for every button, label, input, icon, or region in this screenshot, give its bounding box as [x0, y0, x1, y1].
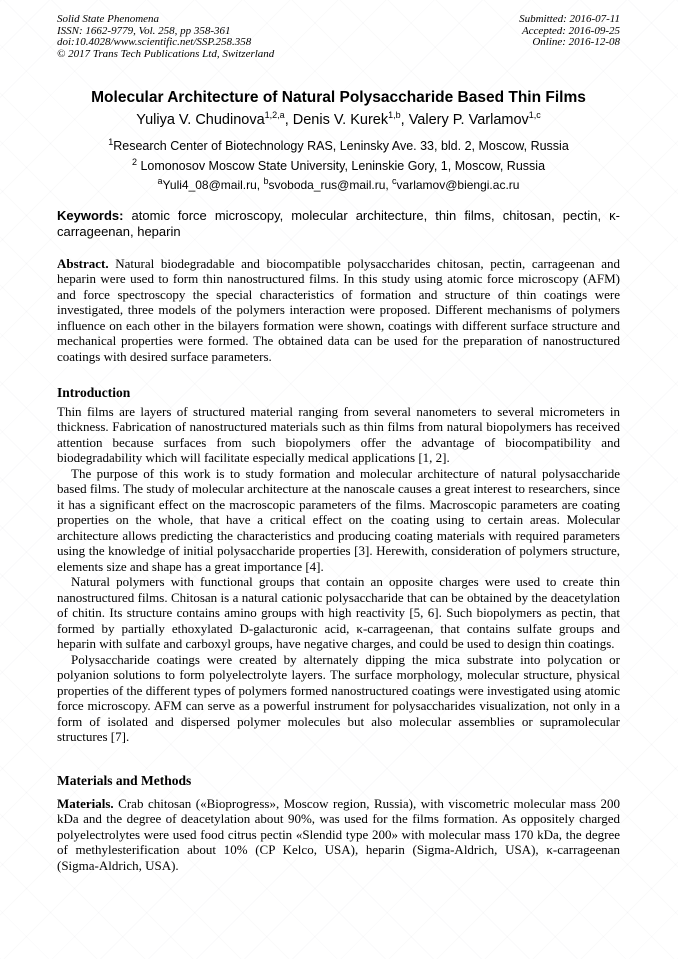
journal-header-right — [519, 14, 620, 60]
journal-header-left — [57, 14, 274, 60]
accepted-date: Accepted: 2016-09-25 — [521, 24, 620, 37]
abstract-block — [57, 256, 620, 365]
author-name: , Denis V. Kurek — [284, 112, 389, 128]
submitted-date: Submitted: 2016-07-11 — [519, 13, 620, 25]
affiliation-text: Lomonosov Moscow State University, Leninskie Gory, 1, Moscow, Russia — [136, 158, 546, 173]
affiliation-superscript: 1 — [108, 136, 114, 147]
paragraph — [57, 796, 620, 874]
section-heading-introduction: Introduction — [57, 384, 131, 400]
journal-name: Solid State Phenomena — [57, 13, 160, 25]
materials-text: Crab chitosan («Bioprogress», Moscow region, Russia), with viscometric molecular mass 200 kDa and the degree of deacetylation about 90%, was used for the films formation. As oppositely charged polyelectrolytes were used food citrus pectin «Slendid type 200» with molecular mass 170 kDa, the degree of methylesterification about 10% (CP Kelco, USA), heparin (Sigma-Aldrich, USA), κ-carrageenan (Sigma-Aldrich, USA). — [57, 795, 620, 873]
paper-title: Molecular Architecture of Natural Polysaccharide Based Thin Films — [91, 89, 586, 106]
email-address: Yuli4_08@mail.ru, — [162, 178, 264, 192]
email-address: varlamov@biengi.ac.ru — [396, 178, 520, 192]
emails-line — [57, 176, 620, 196]
section-heading-materials-and-methods: Materials and Methods — [57, 772, 192, 788]
copyright-line: © 2017 Trans Tech Publications Ltd, Switzerland — [57, 47, 275, 60]
email-superscript: a — [157, 176, 163, 186]
email-superscript: c — [392, 176, 397, 186]
affiliation-superscript: 2 — [131, 156, 137, 167]
materials-label: Materials. — [57, 795, 114, 811]
issn-volume-line: ISSN: 1662-9779, Vol. 258, pp 358-361 — [57, 24, 231, 37]
affiliation-1 — [57, 137, 620, 157]
affiliation-text: Research Center of Biotechnology RAS, Leninsky Ave. 33, bld. 2, Moscow, Russia — [113, 139, 569, 153]
abstract-text: Natural biodegradable and biocompatible polysaccharides chitosan, pectin, carrageenan and heparin were used to form thin nanostructured films. In this study using atomic force microscopy (AFM) and force spectroscopy the special characteristics of formation and structure of thin coatings were investigated, three models of the polymers interaction were proposed. Different mechanisms of polymers influence on each other in the bilayers formation were shown, coatings with different surface structure and mechanical properties were formed. The obtained data can be used for the preparation of nanostructured coatings with desired surface parameters. — [57, 255, 620, 365]
keywords-text: atomic force microscopy, molecular architecture, thin films, chitosan, pectin, κ-carrageenan, heparin — [57, 207, 620, 239]
author-name: Yuliya V. Chudinova — [136, 112, 265, 128]
paragraph: Thin films are layers of structured material ranging from several nanometers to several micrometers in thickness. Fabrication of nanostructured materials such as thin films from natural biopolymers has received attention because surfaces from such biopolymers offer the advantage of biocompatibility and biodegradability which will facilitate especially medical applications [1, 2]. — [57, 403, 620, 466]
paragraph: Natural polymers with functional groups that contain an opposite charges were used to create thin nanostructured films. Chitosan is a natural cationic polysaccharide that can be obtained by the deacetylation of chitin. Its structure contains amino groups with high reactivity [5, 6]. Such biopolymers as pectin, that formed by partially ethoxylated D-galacturonic acid, κ-carrageenan, that contains sulfate groups and heparin with sulfate and carboxyl groups, have negative charges, and could be used to design thin coatings. — [57, 574, 620, 652]
author-superscript: 1,b — [388, 110, 401, 121]
affiliation-2 — [57, 157, 620, 177]
email-address: svoboda_rus@mail.ru, — [268, 178, 393, 192]
online-date: Online: 2016-12-08 — [532, 36, 620, 48]
author-superscript: 1,2,a — [264, 110, 285, 121]
authors-line — [57, 112, 620, 129]
author-name: , Valery P. Varlamov — [400, 112, 529, 128]
doi-line: doi:10.4028/www.scientific.net/SSP.258.358 — [57, 36, 252, 48]
keywords-label: Keywords: — [57, 207, 124, 223]
journal-header — [57, 14, 620, 60]
paragraph: The purpose of this work is to study formation and molecular architecture of natural polysaccharide based films. The study of molecular architecture at the nanoscale causes a great interest to researchers, since it has a significant effect on the macroscopic parameters of the films. Macroscopic parameters are coating properties on the whole, that have a critical effect on the coating using to certain areas. Molecular architecture allows predicting the characteristics and producing coating materials with required parameters using the knowledge of initial polysaccharide properties [3]. Herewith, consideration of polymers structure, elements size and shape has a great importance [4]. — [57, 465, 620, 574]
paragraph: Polysaccharide coatings were created by alternately dipping the mica substrate into polycation or polyanion solutions to form polyelectrolyte layers. The surface morphology, molecular structure, physical properties of the different types of polymers formed nanostructured coatings were investigated using atomic force microscopy. AFM can serve as a powerful instrument for polysaccharides visualization, not only in a form of isolated and dispersed polymer molecules but also molecular assemblies or supramolecular structures [7]. — [57, 651, 620, 745]
email-superscript: b — [263, 176, 269, 186]
author-superscript: 1,c — [528, 110, 541, 121]
affiliations-block — [57, 137, 620, 196]
keywords-block — [57, 208, 620, 241]
abstract-label: Abstract. — [57, 255, 109, 271]
